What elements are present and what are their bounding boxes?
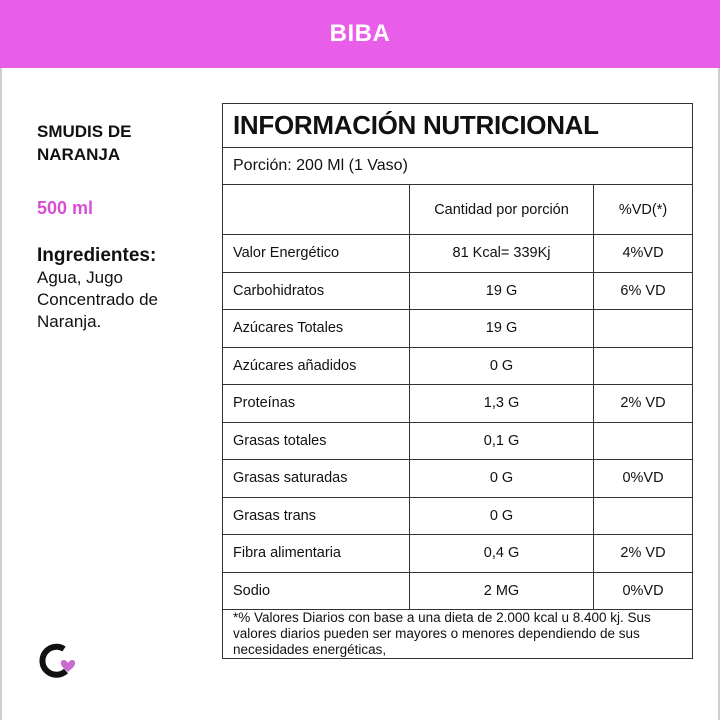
nutrient-row — [223, 385, 693, 423]
nutrient-vd: 4%VD — [594, 235, 693, 273]
header-bar — [0, 0, 720, 68]
nutrient-vd — [594, 347, 693, 385]
nutrient-name: Sodio — [223, 572, 410, 610]
ingredients-title: Ingredientes: — [37, 245, 157, 266]
product-info — [37, 120, 207, 333]
brand-g-heart-logo-icon — [36, 640, 78, 682]
nutrition-title-row — [223, 104, 693, 148]
ingredients-text: Agua, Jugo Concentrado de Naranja. — [37, 268, 158, 331]
nutrient-amount: 0,1 G — [410, 422, 594, 460]
portion-row — [223, 148, 693, 185]
nutrient-row — [223, 235, 693, 273]
nutrient-name: Grasas trans — [223, 497, 410, 535]
nutrient-vd: 2% VD — [594, 535, 693, 573]
nutrient-amount: 0 G — [410, 460, 594, 498]
header-vd: %VD(*) — [594, 185, 693, 235]
nutrient-row — [223, 460, 693, 498]
nutrient-row — [223, 347, 693, 385]
nutrient-amount: 1,3 G — [410, 385, 594, 423]
nutrient-vd — [594, 310, 693, 348]
nutrient-amount: 19 G — [410, 272, 594, 310]
footnote-text: *% Valores Diarios con base a una dieta de 2.000 kcal u 8.400 kj. Sus valores diarios pueden ser mayores o menores dependiendo de sus necesidades energéticas, — [223, 610, 693, 659]
nutrient-amount: 0,4 G — [410, 535, 594, 573]
nutrient-amount: 19 G — [410, 310, 594, 348]
header-empty-cell — [223, 185, 410, 235]
nutrient-name: Azúcares añadidos — [223, 347, 410, 385]
portion-text: Porción: 200 Ml (1 Vaso) — [223, 148, 693, 185]
column-header-row — [223, 185, 693, 235]
nutrient-name: Grasas saturadas — [223, 460, 410, 498]
nutrient-amount: 81 Kcal= 339Kj — [410, 235, 594, 273]
nutrient-name: Azúcares Totales — [223, 310, 410, 348]
nutrient-name: Fibra alimentaria — [223, 535, 410, 573]
nutrient-vd — [594, 497, 693, 535]
nutrient-name: Carbohidratos — [223, 272, 410, 310]
nutrient-amount: 2 MG — [410, 572, 594, 610]
nutrient-name: Grasas totales — [223, 422, 410, 460]
nutrition-table — [222, 103, 693, 659]
product-volume: 500 ml — [37, 198, 94, 218]
nutrition-title: INFORMACIÓN NUTRICIONAL — [223, 104, 693, 148]
nutrient-row — [223, 535, 693, 573]
nutrient-vd: 0%VD — [594, 572, 693, 610]
header-amount: Cantidad por porción — [410, 185, 594, 235]
nutrient-row — [223, 572, 693, 610]
nutrient-amount: 0 G — [410, 497, 594, 535]
nutrient-row — [223, 497, 693, 535]
nutrient-vd: 6% VD — [594, 272, 693, 310]
nutrient-vd: 2% VD — [594, 385, 693, 423]
nutrient-row — [223, 272, 693, 310]
nutrient-name: Proteínas — [223, 385, 410, 423]
nutrient-amount: 0 G — [410, 347, 594, 385]
nutrient-row — [223, 310, 693, 348]
footnote-row — [223, 610, 693, 659]
nutrient-vd — [594, 422, 693, 460]
nutrient-vd: 0%VD — [594, 460, 693, 498]
product-name: SMUDIS DE NARANJA — [37, 122, 132, 164]
nutrient-name: Valor Energético — [223, 235, 410, 273]
nutrient-row — [223, 422, 693, 460]
left-border — [0, 68, 2, 720]
brand-title: BIBA — [329, 20, 391, 47]
